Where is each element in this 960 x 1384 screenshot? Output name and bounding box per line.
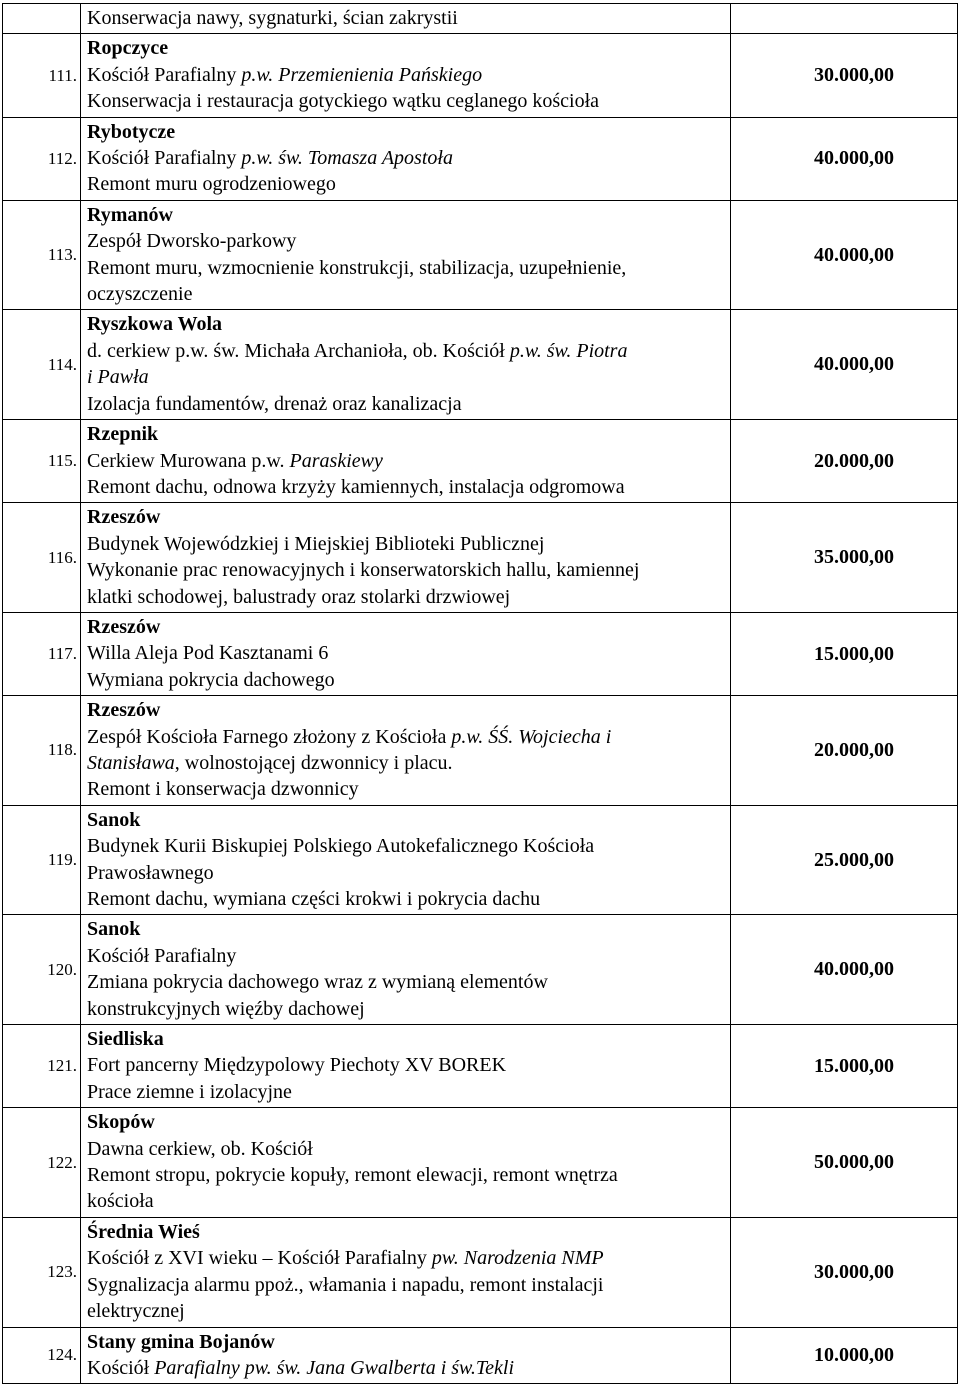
table-row: [3, 1025, 958, 1108]
row-description-cell: [81, 696, 731, 806]
work-description-continued: konstrukcyjnych więźby dachowej: [87, 997, 365, 1020]
row-description-cell: [81, 915, 731, 1025]
row-description-cell: [81, 612, 731, 695]
work-description: Remont muru, wzmocnienie konstrukcji, stabilizacja, uzupełnienie,: [87, 256, 627, 279]
place-name: Ropczyce: [87, 37, 169, 60]
object-name-continued: i Pawła: [87, 366, 149, 389]
object-name: Dawna cerkiew, ob. Kościół: [87, 1137, 313, 1160]
object-name-plain: d. cerkiew p.w. św. Michała Archanioła, ob. Kościół: [87, 339, 510, 362]
grants-table: [2, 3, 958, 1384]
row-number: 111.: [3, 34, 81, 117]
object-name: [87, 724, 724, 750]
amount: 40.000,00: [731, 117, 958, 200]
work-description: Remont dachu, wymiana części krokwi i pokrycia dachu: [87, 888, 541, 910]
place-name: Rzepnik: [87, 423, 159, 446]
row-number: 122.: [3, 1108, 81, 1218]
row-description-cell: [81, 310, 731, 420]
object-name-italic: p.w. ŚŚ. Wojciecha i: [451, 725, 612, 748]
object-name-italic: p.w. św. Tomasza Apostoła: [241, 147, 453, 170]
work-description: Izolacja fundamentów, drenaż oraz kanalizacja: [87, 392, 462, 415]
work-description: Konserwacja nawy, sygnaturki, ścian zakrystii: [87, 7, 458, 29]
object-name-plain: Kościół: [87, 1356, 155, 1379]
place-name: Rzeszów: [87, 699, 161, 722]
amount: 40.000,00: [731, 200, 958, 310]
row-description-cell: [81, 805, 731, 915]
row-number: 119.: [3, 805, 81, 915]
row-number-cell: [3, 4, 81, 34]
table-row: [3, 805, 958, 915]
work-description: Remont i konserwacja dzwonnicy: [87, 778, 359, 801]
table-row: [3, 696, 958, 806]
object-name: [87, 1355, 724, 1381]
place-name: Rymanów: [87, 203, 173, 226]
row-description-cell: [81, 34, 731, 117]
amount: 40.000,00: [731, 310, 958, 420]
row-description-cell: [81, 1108, 731, 1218]
work-description: Prace ziemne i izolacyjne: [87, 1080, 292, 1103]
object-name: Budynek Wojewódzkiej i Miejskiej Biblioteki Publicznej: [87, 532, 545, 555]
row-description-cell: [81, 420, 731, 503]
table-row: [3, 34, 958, 117]
row-description-cell: [81, 4, 731, 34]
row-description-cell: [81, 1217, 731, 1327]
row-description-cell: [81, 503, 731, 613]
work-description: Remont muru ogrodzeniowego: [87, 173, 336, 196]
work-description: Konserwacja i restauracja gotyckiego wątku ceglanego kościoła: [87, 90, 600, 113]
table-row: [3, 117, 958, 200]
work-description: Remont dachu, odnowa krzyży kamiennych, instalacja odgromowa: [87, 475, 625, 498]
object-name-plain: , wolnostojącej dzwonnicy i placu.: [174, 751, 453, 774]
amount: 25.000,00: [731, 805, 958, 915]
object-name-continued: [87, 750, 724, 776]
object-name-italic: p.w. Przemienienia Pańskiego: [241, 63, 483, 86]
row-number: 118.: [3, 696, 81, 806]
row-description-cell: [81, 1327, 731, 1384]
table-row: [3, 310, 958, 420]
place-name: Sanok: [87, 808, 141, 831]
object-name: Kościół Parafialny: [87, 944, 237, 967]
place-name: Ryszkowa Wola: [87, 313, 223, 336]
row-number: 124.: [3, 1327, 81, 1384]
table-row: [3, 4, 958, 34]
amount: 15.000,00: [731, 1025, 958, 1108]
row-description-cell: [81, 200, 731, 310]
place-name: Średnia Wieś: [87, 1220, 200, 1243]
work-description: Zmiana pokrycia dachowego wraz z wymianą elementów: [87, 971, 548, 994]
object-name: [87, 62, 724, 88]
object-name-plain: Cerkiew Murowana p.w.: [87, 449, 290, 472]
row-number: 113.: [3, 200, 81, 310]
place-name: Sanok: [87, 918, 141, 941]
work-description-continued: oczyszczenie: [87, 283, 193, 306]
object-name: [87, 338, 724, 364]
row-number: 123.: [3, 1217, 81, 1327]
work-description: Sygnalizacja alarmu ppoż., włamania i napadu, remont instalacji: [87, 1273, 604, 1296]
amount-cell: [731, 4, 958, 34]
object-name: Willa Aleja Pod Kasztanami 6: [87, 642, 329, 665]
amount: 40.000,00: [731, 915, 958, 1025]
object-name-italic: Parafialny pw. św. Jana Gwalberta i św.Tekli: [154, 1356, 515, 1379]
place-name: Stany gmina Bojanów: [87, 1330, 275, 1353]
table-row: [3, 612, 958, 695]
table-row: [3, 200, 958, 310]
table-row: [3, 915, 958, 1025]
table-row: [3, 1108, 958, 1218]
amount: 30.000,00: [731, 34, 958, 117]
amount: 20.000,00: [731, 420, 958, 503]
place-name: Siedliska: [87, 1028, 164, 1051]
row-number: 115.: [3, 420, 81, 503]
object-name: [87, 145, 724, 171]
object-name-plain: Kościół z XVI wieku – Kościół Parafialny: [87, 1247, 432, 1270]
row-description-cell: [81, 1025, 731, 1108]
amount: 50.000,00: [731, 1108, 958, 1218]
work-description-continued: kościoła: [87, 1190, 154, 1213]
row-number: 116.: [3, 503, 81, 613]
object-name-plain: Zespół Kościoła Farnego złożony z Kościoła: [87, 725, 452, 748]
row-number: 120.: [3, 915, 81, 1025]
object-name-plain: Kościół Parafialny: [87, 63, 242, 86]
object-name: Budynek Kurii Biskupiej Polskiego Autokefalicznego Kościoła: [87, 835, 595, 858]
object-name: [87, 1245, 724, 1271]
object-name-italic: p.w. św. Piotra: [509, 339, 628, 362]
work-description: Remont stropu, pokrycie kopuły, remont elewacji, remont wnętrza: [87, 1164, 618, 1187]
object-name: [87, 448, 724, 474]
table-row: [3, 420, 958, 503]
object-name-continued: Prawosławnego: [87, 861, 214, 884]
work-description-continued: elektrycznej: [87, 1300, 185, 1323]
object-name: Zespół Dworsko-parkowy: [87, 230, 297, 253]
row-description-cell: [81, 117, 731, 200]
row-number: 112.: [3, 117, 81, 200]
object-name-italic: Stanisława: [87, 751, 175, 774]
table-row: [3, 1327, 958, 1384]
amount: 35.000,00: [731, 503, 958, 613]
table-row: [3, 1217, 958, 1327]
amount: 30.000,00: [731, 1217, 958, 1327]
object-name-italic: pw. Narodzenia NMP: [431, 1247, 604, 1270]
amount: 15.000,00: [731, 612, 958, 695]
work-description: Wymiana pokrycia dachowego: [87, 668, 335, 691]
table-row: [3, 503, 958, 613]
row-number: 121.: [3, 1025, 81, 1108]
object-name-plain: Kościół Parafialny: [87, 147, 242, 170]
place-name: Rzeszów: [87, 506, 161, 529]
object-name-italic: Paraskiewy: [289, 449, 383, 472]
row-number: 117.: [3, 612, 81, 695]
place-name: Rybotycze: [87, 120, 176, 143]
object-name: Fort pancerny Międzypolowy Piechoty XV BOREK: [87, 1054, 507, 1077]
work-description: Wykonanie prac renowacyjnych i konserwatorskich hallu, kamiennej: [87, 559, 640, 582]
place-name: Skopów: [87, 1111, 155, 1134]
work-description-continued: klatki schodowej, balustrady oraz stolarki drzwiowej: [87, 585, 511, 608]
amount: 20.000,00: [731, 696, 958, 806]
row-number: 114.: [3, 310, 81, 420]
amount: 10.000,00: [731, 1327, 958, 1384]
place-name: Rzeszów: [87, 615, 161, 638]
